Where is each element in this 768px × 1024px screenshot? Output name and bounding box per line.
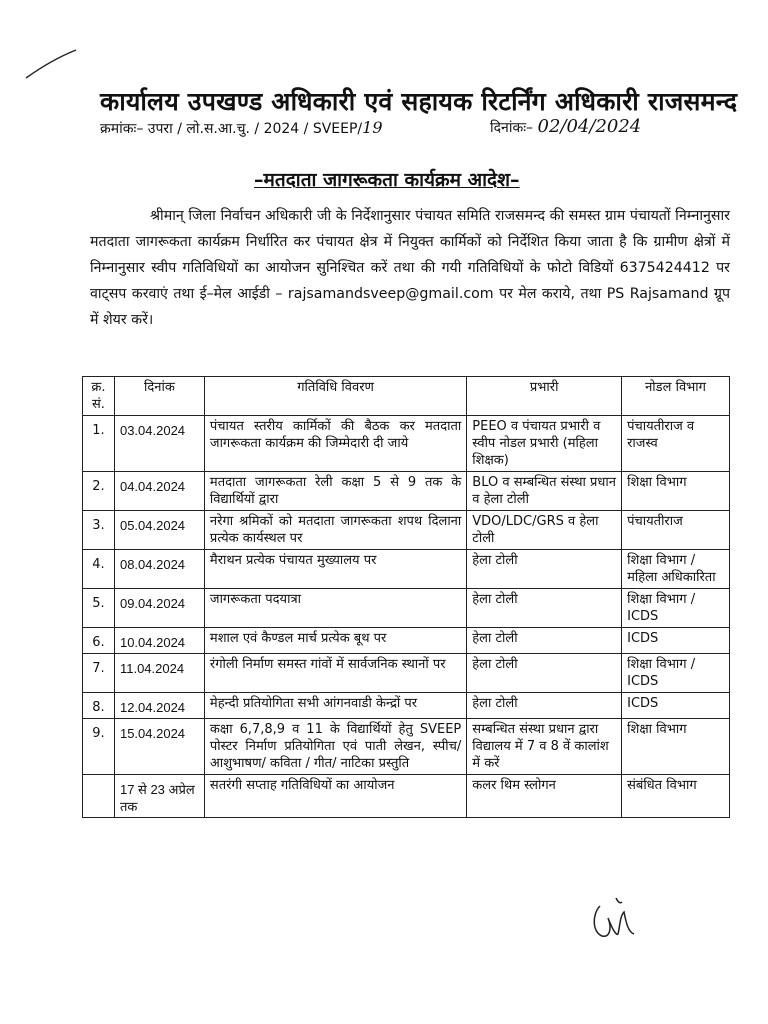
row-activity: मशाल एवं कैण्डल मार्च प्रत्येक बूथ पर: [204, 628, 466, 654]
row-serial: 6.: [83, 628, 115, 654]
row-activity: पंचायत स्तरीय कार्मिकों की बैठक कर मतदाता जागरूकता कार्यक्रम की जिम्मेदारी दी जाये: [204, 416, 466, 472]
row-incharge: सम्बन्धित संस्था प्रधान द्वारा विद्यालय में 7 व 8 वें कालांश में करें: [467, 719, 622, 775]
row-serial: 8.: [83, 693, 115, 719]
row-date: 03.04.2024: [114, 416, 204, 472]
table-row: [83, 589, 730, 628]
row-incharge: कलर थिम स्लोगन: [467, 775, 622, 818]
date-handwritten-value: 02/04/2024: [537, 116, 642, 137]
table-row: [83, 693, 730, 719]
activity-schedule-table: [82, 376, 730, 818]
row-dept: ICDS: [622, 693, 730, 719]
signature-icon: [586, 888, 646, 948]
table-row: [83, 416, 730, 472]
row-serial: 7.: [83, 654, 115, 693]
body-paragraph: [90, 203, 730, 333]
row-dept: शिक्षा विभाग: [622, 472, 730, 511]
row-serial: 1.: [83, 416, 115, 472]
row-incharge: हेला टोली: [467, 628, 622, 654]
row-serial: 5.: [83, 589, 115, 628]
header-activity: गतिविधि विवरण: [204, 377, 466, 416]
pen-mark-icon: [22, 46, 82, 82]
row-incharge: BLO व सम्बन्धित संस्था प्रधान व हेला टोली: [467, 472, 622, 511]
reference-label: क्रमांकः– उपरा / लो.स.आ.चु. / 2024 / SVEEP/: [100, 121, 363, 137]
order-heading: –मतदाता जागरूकता कार्यक्रम आदेश–: [254, 169, 520, 191]
row-activity: कक्षा 6,7,8,9 व 11 के विद्यार्थियों हेतु SVEEP पोस्टर निर्माण प्रतियोगिता एवं पाती लेखन, स्पीच/ आशुभाषण/ कविता / गीत/ नाटिका प्रस्तुति: [204, 719, 466, 775]
row-dept: ICDS: [622, 628, 730, 654]
row-dept: शिक्षा विभाग / महिला अधिकारिता: [622, 550, 730, 589]
row-date: 11.04.2024: [114, 654, 204, 693]
row-incharge: हेला टोली: [467, 589, 622, 628]
row-activity: नरेगा श्रमिकों को मतदाता जागरूकता शपथ दिलाना प्रत्येक कार्यस्थल पर: [204, 511, 466, 550]
row-date: 17 से 23 अप्रेल तक: [114, 775, 204, 818]
row-dept: पंचायतीराज व राजस्व: [622, 416, 730, 472]
header-nodal-dept: नोडल विभाग: [622, 377, 730, 416]
row-activity: रंगोली निर्माण समस्त गांवों में सार्वजनिक स्थानों पर: [204, 654, 466, 693]
table-row: [83, 719, 730, 775]
row-incharge: VDO/LDC/GRS व हेला टोली: [467, 511, 622, 550]
body-paragraph-text: श्रीमान् जिला निर्वाचन अधिकारी जी के निर्देशानुसार पंचायत समिति राजसमन्द की समस्त ग्राम पंचायतों निम्नानुसार मतदाता जागरूकता कार्यक्रम निर्धारित कर पंचायत क्षेत्र में नियुक्त कार्मिकों को निर्देशित किया जाता है कि ग्रामीण क्षेत्रों में निम्नानुसार स्वीप गतिविधियों का आयोजन सुनिश्चित करें तथा की गयी गतिविधियों के फोटो विडियों 6375424412 पर वाट्सप करवाएं तथा ई–मेल आईडी – rajsamandsveep@gmail.com पर मेल कराये, तथा PS Rajsamand ग्रूप में शेयर करें।: [90, 208, 730, 328]
row-date: 08.04.2024: [114, 550, 204, 589]
table-row: [83, 775, 730, 818]
table-row: [83, 628, 730, 654]
header-incharge: प्रभारी: [467, 377, 622, 416]
table-row: [83, 550, 730, 589]
row-serial: 9.: [83, 719, 115, 775]
row-activity: मेहन्दी प्रतियोगिता सभी आंगनवाडी केन्द्रों पर: [204, 693, 466, 719]
table-row: [83, 472, 730, 511]
reference-handwritten-number: 19: [362, 118, 383, 137]
row-serial: [83, 775, 115, 818]
row-dept: शिक्षा विभाग / ICDS: [622, 589, 730, 628]
row-date: 12.04.2024: [114, 693, 204, 719]
row-incharge: PEEO व पंचायत प्रभारी व स्वीप नोडल प्रभारी (महिला शिक्षक): [467, 416, 622, 472]
row-serial: 3.: [83, 511, 115, 550]
row-activity: सतरंगी सप्ताह गतिविधियों का आयोजन: [204, 775, 466, 818]
header-date: दिनांक: [114, 377, 204, 416]
header-serial: क्र. सं.: [83, 377, 115, 416]
row-dept: शिक्षा विभाग / ICDS: [622, 654, 730, 693]
row-activity: मतदाता जागरूकता रेली कक्षा 5 से 9 तक के विद्यार्थियों द्वारा: [204, 472, 466, 511]
row-dept: पंचायतीराज: [622, 511, 730, 550]
table-header-row: [83, 377, 730, 416]
row-date: 09.04.2024: [114, 589, 204, 628]
table-row: [83, 654, 730, 693]
row-activity: मैराथन प्रत्येक पंचायत मुख्यालय पर: [204, 550, 466, 589]
row-date: 04.04.2024: [114, 472, 204, 511]
row-incharge: हेला टोली: [467, 693, 622, 719]
row-incharge: हेला टोली: [467, 550, 622, 589]
row-date: 15.04.2024: [114, 719, 204, 775]
row-incharge: हेला टोली: [467, 654, 622, 693]
row-serial: 2.: [83, 472, 115, 511]
row-dept: शिक्षा विभाग: [622, 719, 730, 775]
row-date: 10.04.2024: [114, 628, 204, 654]
order-date: [490, 116, 641, 137]
date-label: दिनांकः–: [490, 120, 534, 136]
row-dept: संबंधित विभाग: [622, 775, 730, 818]
office-title: कार्यालय उपखण्ड अधिकारी एवं सहायक रिटर्निंग अधिकारी राजसमन्द: [100, 87, 738, 116]
table-row: [83, 511, 730, 550]
row-date: 05.04.2024: [114, 511, 204, 550]
row-activity: जागरूकता पदयात्रा: [204, 589, 466, 628]
row-serial: 4.: [83, 550, 115, 589]
reference-number: [100, 118, 383, 138]
